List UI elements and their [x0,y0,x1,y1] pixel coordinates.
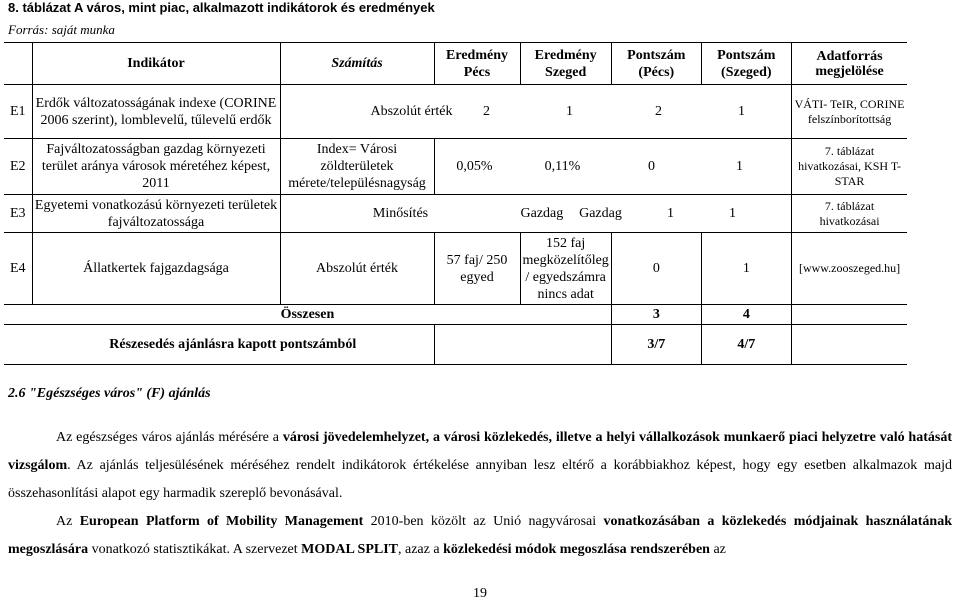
table-source: Forrás: saját munka [8,22,115,37]
paragraph-1: Az egészséges város ajánlás mérésére a városi jövedelemhelyzet, a városi közlekedés, illetve a helyi vállalkozások munkaerő piaci helyzetre való hatását vizsgálom. Az ajánlás teljesülésének méréséhez rendelt indikátorok értékelése annyiban lesz eltérő a korábbiakhoz képest, hogy egy esetben alkalmazok majd összehasonlítási alapot egy harmadik szereplő bevonásával. [8,430,952,501]
row-id: E4 [4,233,32,305]
header-id [4,43,32,85]
row-id: E1 [4,85,32,139]
row-pts-szeged: 1 [738,104,745,119]
row-pts-szeged: 1 [729,206,736,221]
row-pts-szeged: 1 [736,159,743,174]
row-pts-pecs: 1 [667,206,674,221]
share-label: Részesedés ajánlásra kapott pontszámból [32,325,434,365]
row-datasrc: [www.zooszeged.hu] [791,233,907,305]
row-calc: Index= Városi zöldterületek mérete/településnagyság [280,139,434,195]
total-pts-pecs: 3 [611,305,701,325]
row-datasrc: 7. táblázat hivatkozásai [791,195,907,233]
row-res-szeged: 1 [566,104,573,119]
table-row [4,195,907,233]
header-res-pecs: Eredmény Pécs [434,43,520,85]
row-res-pecs: 57 faj/ 250 egyed [434,233,520,305]
page-number: 19 [473,586,487,601]
row-calc: Abszolút érték [370,104,453,119]
row-pts-pecs: 0 [648,159,655,174]
header-pts-pecs: Pontszám (Pécs) [611,43,701,85]
table-row [4,85,907,139]
table-row [4,139,907,195]
header-res-szeged: Eredmény Szeged [520,43,611,85]
row-datasrc: VÁTI- TeIR, CORINE felszínborítottság [791,85,907,139]
row-res-pecs: Gazdag [520,206,564,221]
indicator-table [4,42,907,365]
row-id: E3 [4,195,32,233]
header-calc: Számítás [280,43,434,85]
table-caption: 8. táblázat A város, mint piac, alkalmazott indikátorok és eredmények [8,0,435,15]
share-pts-pecs: 3/7 [611,325,701,365]
total-label: Összesen [4,305,611,325]
share-pts-szeged: 4/7 [701,325,791,365]
section-title: 2.6 "Egészséges város" (F) ajánlás [8,386,211,401]
row-calc: Abszolút érték [280,233,434,305]
row-res-szeged: Gazdag [579,206,622,221]
table-row [4,233,907,305]
row-datasrc: 7. táblázat hivatkozásai, KSH T-STAR [791,139,907,195]
header-pts-szeged: Pontszám (Szeged) [701,43,791,85]
row-res-pecs: 0,05% [456,159,493,174]
table-row-total [4,305,907,325]
row-res-szeged: 152 faj megközelítőleg / egyedszámra nincs adat [520,233,611,305]
header-datasrc: Adatforrás megjelölése [791,43,907,85]
row-pts-szeged: 1 [701,233,791,305]
row-id: E2 [4,139,32,195]
row-res-pecs: 2 [483,104,490,119]
row-indicator: Fajváltozatosságban gazdag környezeti terület aránya városok méretéhez képest, 2011 [32,139,280,195]
total-pts-szeged: 4 [701,305,791,325]
row-res-szeged: 0,11% [544,159,581,174]
row-indicator: Állatkertek fajgazdagsága [32,233,280,305]
row-calc: Minősítés [372,206,429,221]
paragraph-2: Az European Platform of Mobility Management 2010-ben közölt az Unió nagyvárosai vonatkozásában a közlekedés módjainak használatának megoszlására vonatkozó statisztikákat. A szervezet MODAL SPLIT, azaz a közlekedési módok megoszlása rendszerében az [8,514,953,557]
table-row-share [4,325,907,365]
row-indicator: Egyetemi vonatkozású környezeti területek fajváltozatossága [32,195,280,233]
row-pts-pecs: 0 [611,233,701,305]
row-indicator: Erdők változatosságának indexe (CORINE 2006 szerint), lomblevelű, tűlevelű erdők [32,85,280,139]
header-indicator: Indikátor [32,43,280,85]
row-pts-pecs: 2 [655,104,662,119]
